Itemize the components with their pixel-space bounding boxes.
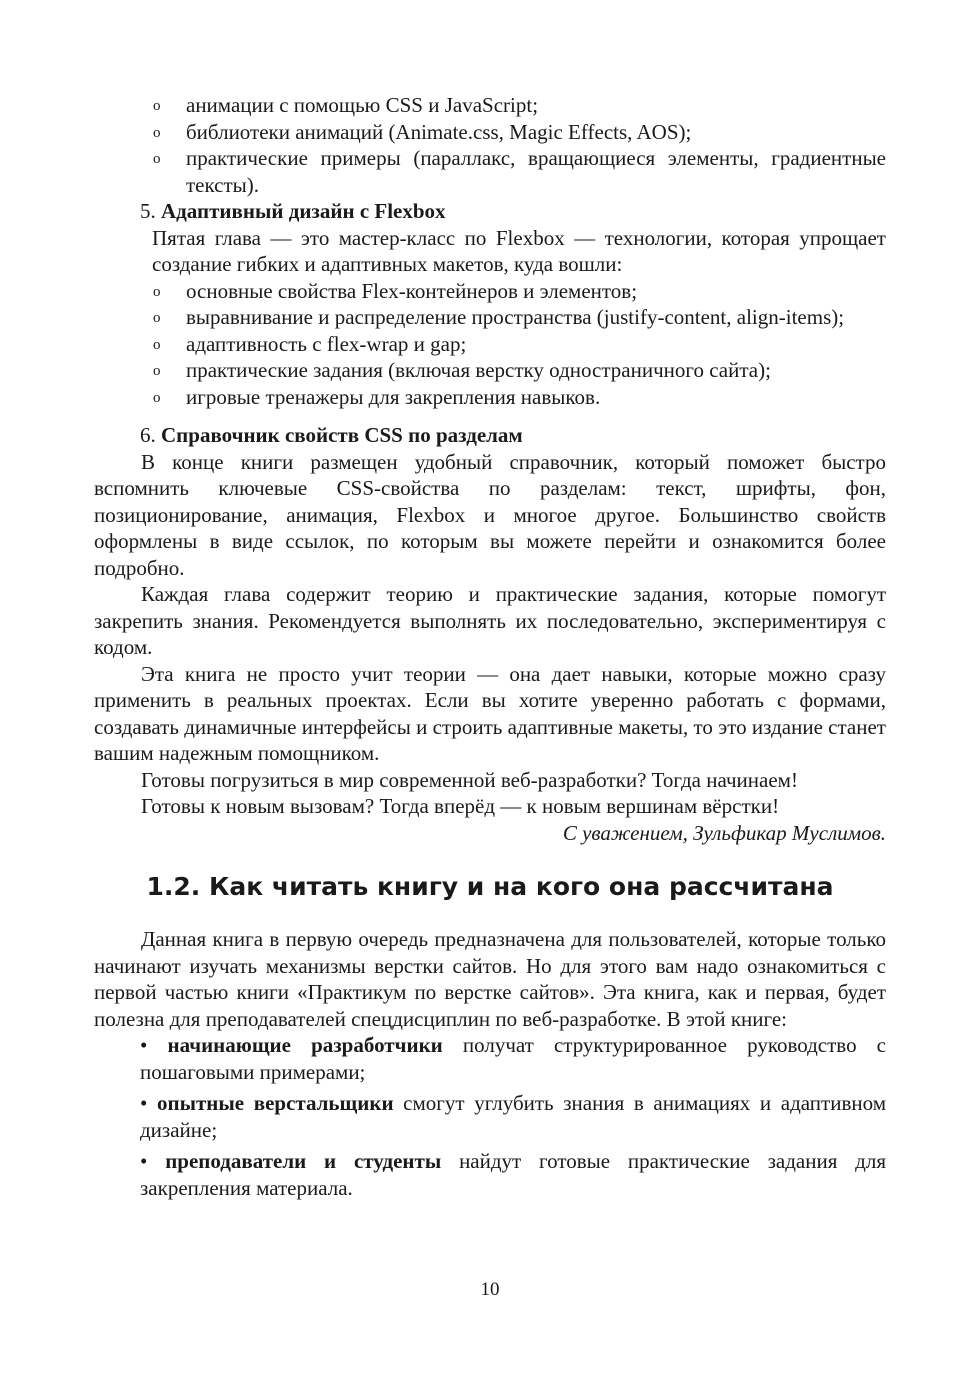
- signature: С уважением, Зульфикар Муслимов.: [562, 820, 886, 845]
- section5-heading: 5. Адаптивный дизайн с Flexbox: [140, 199, 446, 223]
- paragraph: В конце книги размещен удобный справочник, который поможет быстро вспомнить ключевые CSS-свойства по разделам: текст, шрифты, фон, позиционирование, анимация, Flexbox и многое другое. Большинство свойств оформлены в виде ссылок, по которым вы можете перейти и ознакомится более подробно.: [94, 449, 886, 580]
- bullet-icon: •: [140, 1091, 148, 1115]
- section5-intro: Пятая глава — это мастер-класс по Flexbox — технологии, которая упрощает создание гибких и адаптивных макетов, куда вошли:: [152, 225, 886, 276]
- list-item: o практические примеры (параллакс, вращающиеся элементы, градиентные тексты).: [153, 146, 886, 197]
- list-item: o игровые тренажеры для закрепления навыков.: [186, 384, 886, 411]
- page-number: 10: [480, 1279, 500, 1300]
- section-heading-1-2: 1.2. Как читать книгу и на кого она рассчитана: [146, 872, 834, 901]
- audience-bullet: • преподаватели и студенты найдут готовые практические задания для закрепления материала.: [140, 1149, 887, 1200]
- circle-bullet-icon: o: [153, 336, 161, 353]
- section6-heading: 6. Справочник свойств CSS по разделам: [140, 423, 523, 447]
- circle-bullet-icon: o: [153, 124, 161, 141]
- paragraph: Готовы к новым вызовам? Тогда вперёд — к новым вершинам вёрстки!: [141, 794, 780, 818]
- circle-bullet-icon: o: [153, 389, 161, 406]
- list-item: o выравнивание и распределение пространства (justify-content, align-items);: [186, 304, 886, 331]
- document-page: [94, 92, 886, 1206]
- list-item: o библиотеки анимаций (Animate.css, Magic Effects, AOS);: [186, 119, 886, 146]
- circle-bullet-icon: o: [153, 363, 161, 379]
- circle-bullet-icon: o: [153, 98, 161, 114]
- paragraph: Готовы погрузиться в мир современной веб-разработки? Тогда начинаем!: [141, 767, 798, 792]
- list-item: o адаптивность с flex-wrap и gap;: [186, 331, 886, 358]
- list-item: o анимации с помощью CSS и JavaScript;: [186, 92, 886, 119]
- list-item: o практические задания (включая верстку одностраничного сайта);: [186, 357, 886, 384]
- circle-bullet-icon: o: [153, 310, 161, 326]
- list-item: o основные свойства Flex-контейнеров и элементов;: [186, 278, 886, 305]
- section5-list: [94, 278, 886, 411]
- paragraph: Каждая глава содержит теорию и практические задания, которые помогут закрепить знания. Рекомендуется выполнять их последовательно, экспериментируя с кодом.: [94, 582, 886, 659]
- paragraph: Эта книга не просто учит теории — она дает навыки, которые можно сразу применить в реальных проектах. Если вы хотите уверенно работать с формами, создавать динамичные интерфейсы и строить адаптивные макеты, то это издание станет вашим надежным помощником.: [94, 661, 886, 765]
- section-1-2-intro: Данная книга в первую очередь предназначена для пользователей, которые только начинают изучать механизмы верстки сайтов. Но для этого вам надо ознакомиться с первой частью книги «Практикум по верстке сайтов». Эта книга, как и первая, будет полезна для преподавателей спецдисциплин по веб-разработке. В этой книге:: [94, 927, 886, 1031]
- bullet-icon: •: [140, 1149, 148, 1173]
- audience-bullet: • начинающие разработчики получат структурированное руководство с пошаговыми примерами;: [140, 1033, 887, 1084]
- circle-bullet-icon: o: [153, 283, 161, 300]
- animation-topics-list: [94, 92, 886, 198]
- audience-bullet: • опытные верстальщики смогут углубить знания в анимациях и адаптивном дизайне;: [140, 1091, 886, 1142]
- circle-bullet-icon: o: [153, 151, 161, 167]
- bullet-icon: •: [140, 1033, 148, 1057]
